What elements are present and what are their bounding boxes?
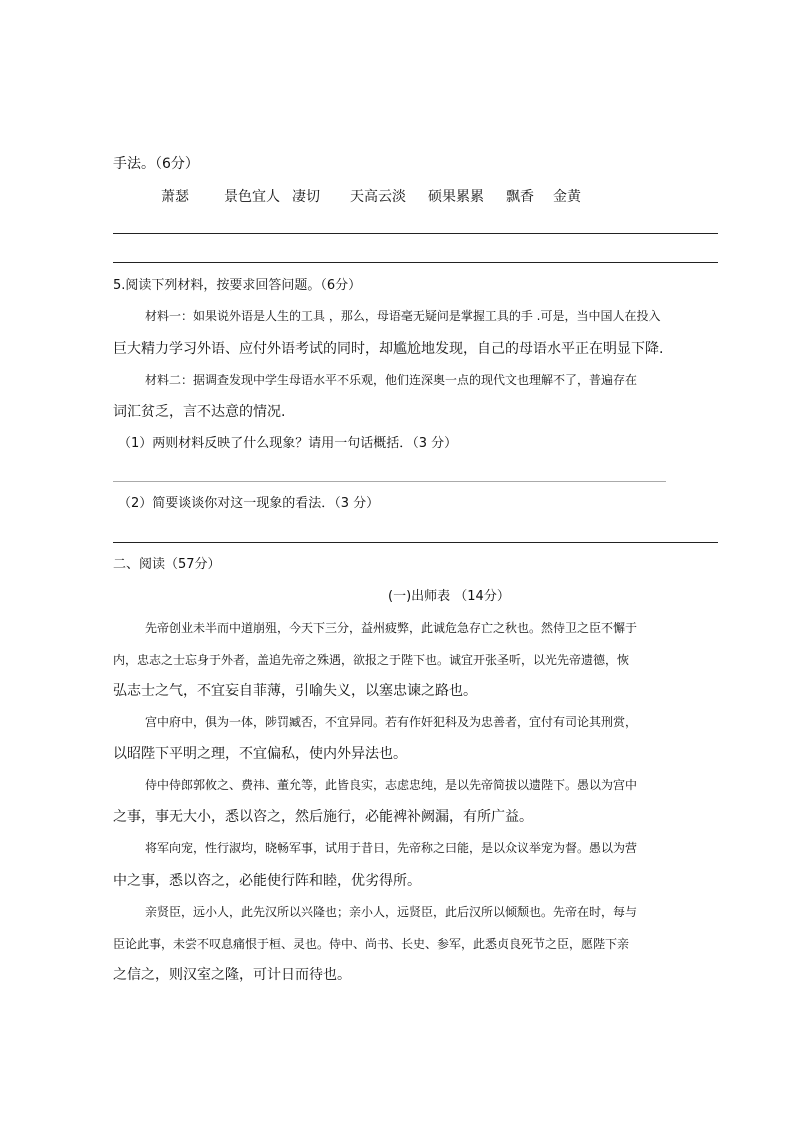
material-2-line: 词汇贫乏，言不达意的情况. bbox=[113, 404, 286, 420]
passage-line: 臣论此事，未尝不叹息痛恨于桓、灵也。侍中、尚书、长史、参军，此悉贞良死节之臣，愿陛下亲 bbox=[113, 937, 630, 951]
q4-tail-text: 手法。（6分） bbox=[113, 156, 199, 172]
answer-line bbox=[113, 542, 718, 543]
q5-sub-question-2: （2）简要谈谈你对这一现象的看法．（3 分） bbox=[118, 496, 380, 511]
answer-line bbox=[113, 233, 718, 234]
answer-line bbox=[113, 262, 718, 263]
material-1-line: 巨大精力学习外语、应付外语考试的同时，却尴尬地发现，自己的母语水平正在明显下降. bbox=[113, 341, 664, 357]
word-item: 景色宜人 bbox=[224, 189, 280, 205]
word-item: 金黄 bbox=[553, 189, 581, 205]
passage-line: 弘志士之气，不宜妄自菲薄，引喻失义，以塞忠谏之路也。 bbox=[113, 683, 477, 699]
word-item: 天高云淡 bbox=[350, 189, 406, 205]
passage-line: 之事，事无大小，悉以咨之，然后施行，必能裨补阙漏，有所广益。 bbox=[113, 809, 533, 825]
passage-line: 以昭陛下平明之理，不宜偏私，使内外异法也。 bbox=[113, 746, 407, 762]
passage-line: 中之事，悉以咨之，必能使行阵和睦，优劣得所。 bbox=[113, 873, 421, 889]
passage-line: 亲贤臣，远小人，此先汉所以兴隆也；亲小人，远贤臣，此后汉所以倾颓也。先帝在时，每与 bbox=[145, 905, 638, 919]
passage-title: (一)出师表 （14分） bbox=[388, 589, 510, 604]
passage-line: 先帝创业未半而中道崩殂，今天下三分，益州疲弊，此诚危急存亡之秋也。然侍卫之臣不懈于 bbox=[145, 621, 638, 635]
passage-line: 内，忠志之士忘身于外者，盖追先帝之殊遇，欲报之于陛下也。诚宜开张圣听，以光先帝遗德，恢 bbox=[113, 653, 630, 667]
passage-line: 之信之，则汉室之隆，可计日而待也。 bbox=[113, 967, 351, 983]
word-item: 凄切 bbox=[292, 189, 320, 205]
material-2-line: 材料二：据调查发现中学生母语水平不乐观，他们连深奥一点的现代文也理解不了，普遍存在 bbox=[145, 373, 638, 387]
word-item: 飘香 bbox=[506, 189, 534, 205]
passage-line: 将军向宠，性行淑均，晓畅军事，试用于昔日，先帝称之曰能，是以众议举宠为督。愚以为营 bbox=[145, 841, 638, 855]
material-1-line: 材料一：如果说外语是人生的工具 ，那么，母语毫无疑问是掌握工具的手 .可是，当中国人在投入 bbox=[145, 309, 661, 323]
passage-line: 侍中侍郎郭攸之、费祎、董允等，此皆良实，志虑忠纯，是以先帝简拔以遗陛下。愚以为宫中 bbox=[145, 778, 638, 792]
passage-line: 宫中府中，俱为一体，陟罚臧否，不宜异同。若有作奸犯科及为忠善者，宜付有司论其刑赏， bbox=[145, 715, 638, 729]
q5-title: 5.阅读下列材料，按要求回答问题。（6分） bbox=[113, 278, 362, 293]
word-item: 硕果累累 bbox=[428, 189, 484, 205]
section-heading: 二、阅读（57分） bbox=[113, 557, 221, 572]
answer-line bbox=[113, 481, 666, 482]
word-item: 萧瑟 bbox=[161, 189, 189, 205]
q5-sub-question-1: （1）两则材料反映了什么现象？请用一句话概括．（3 分） bbox=[118, 436, 458, 451]
